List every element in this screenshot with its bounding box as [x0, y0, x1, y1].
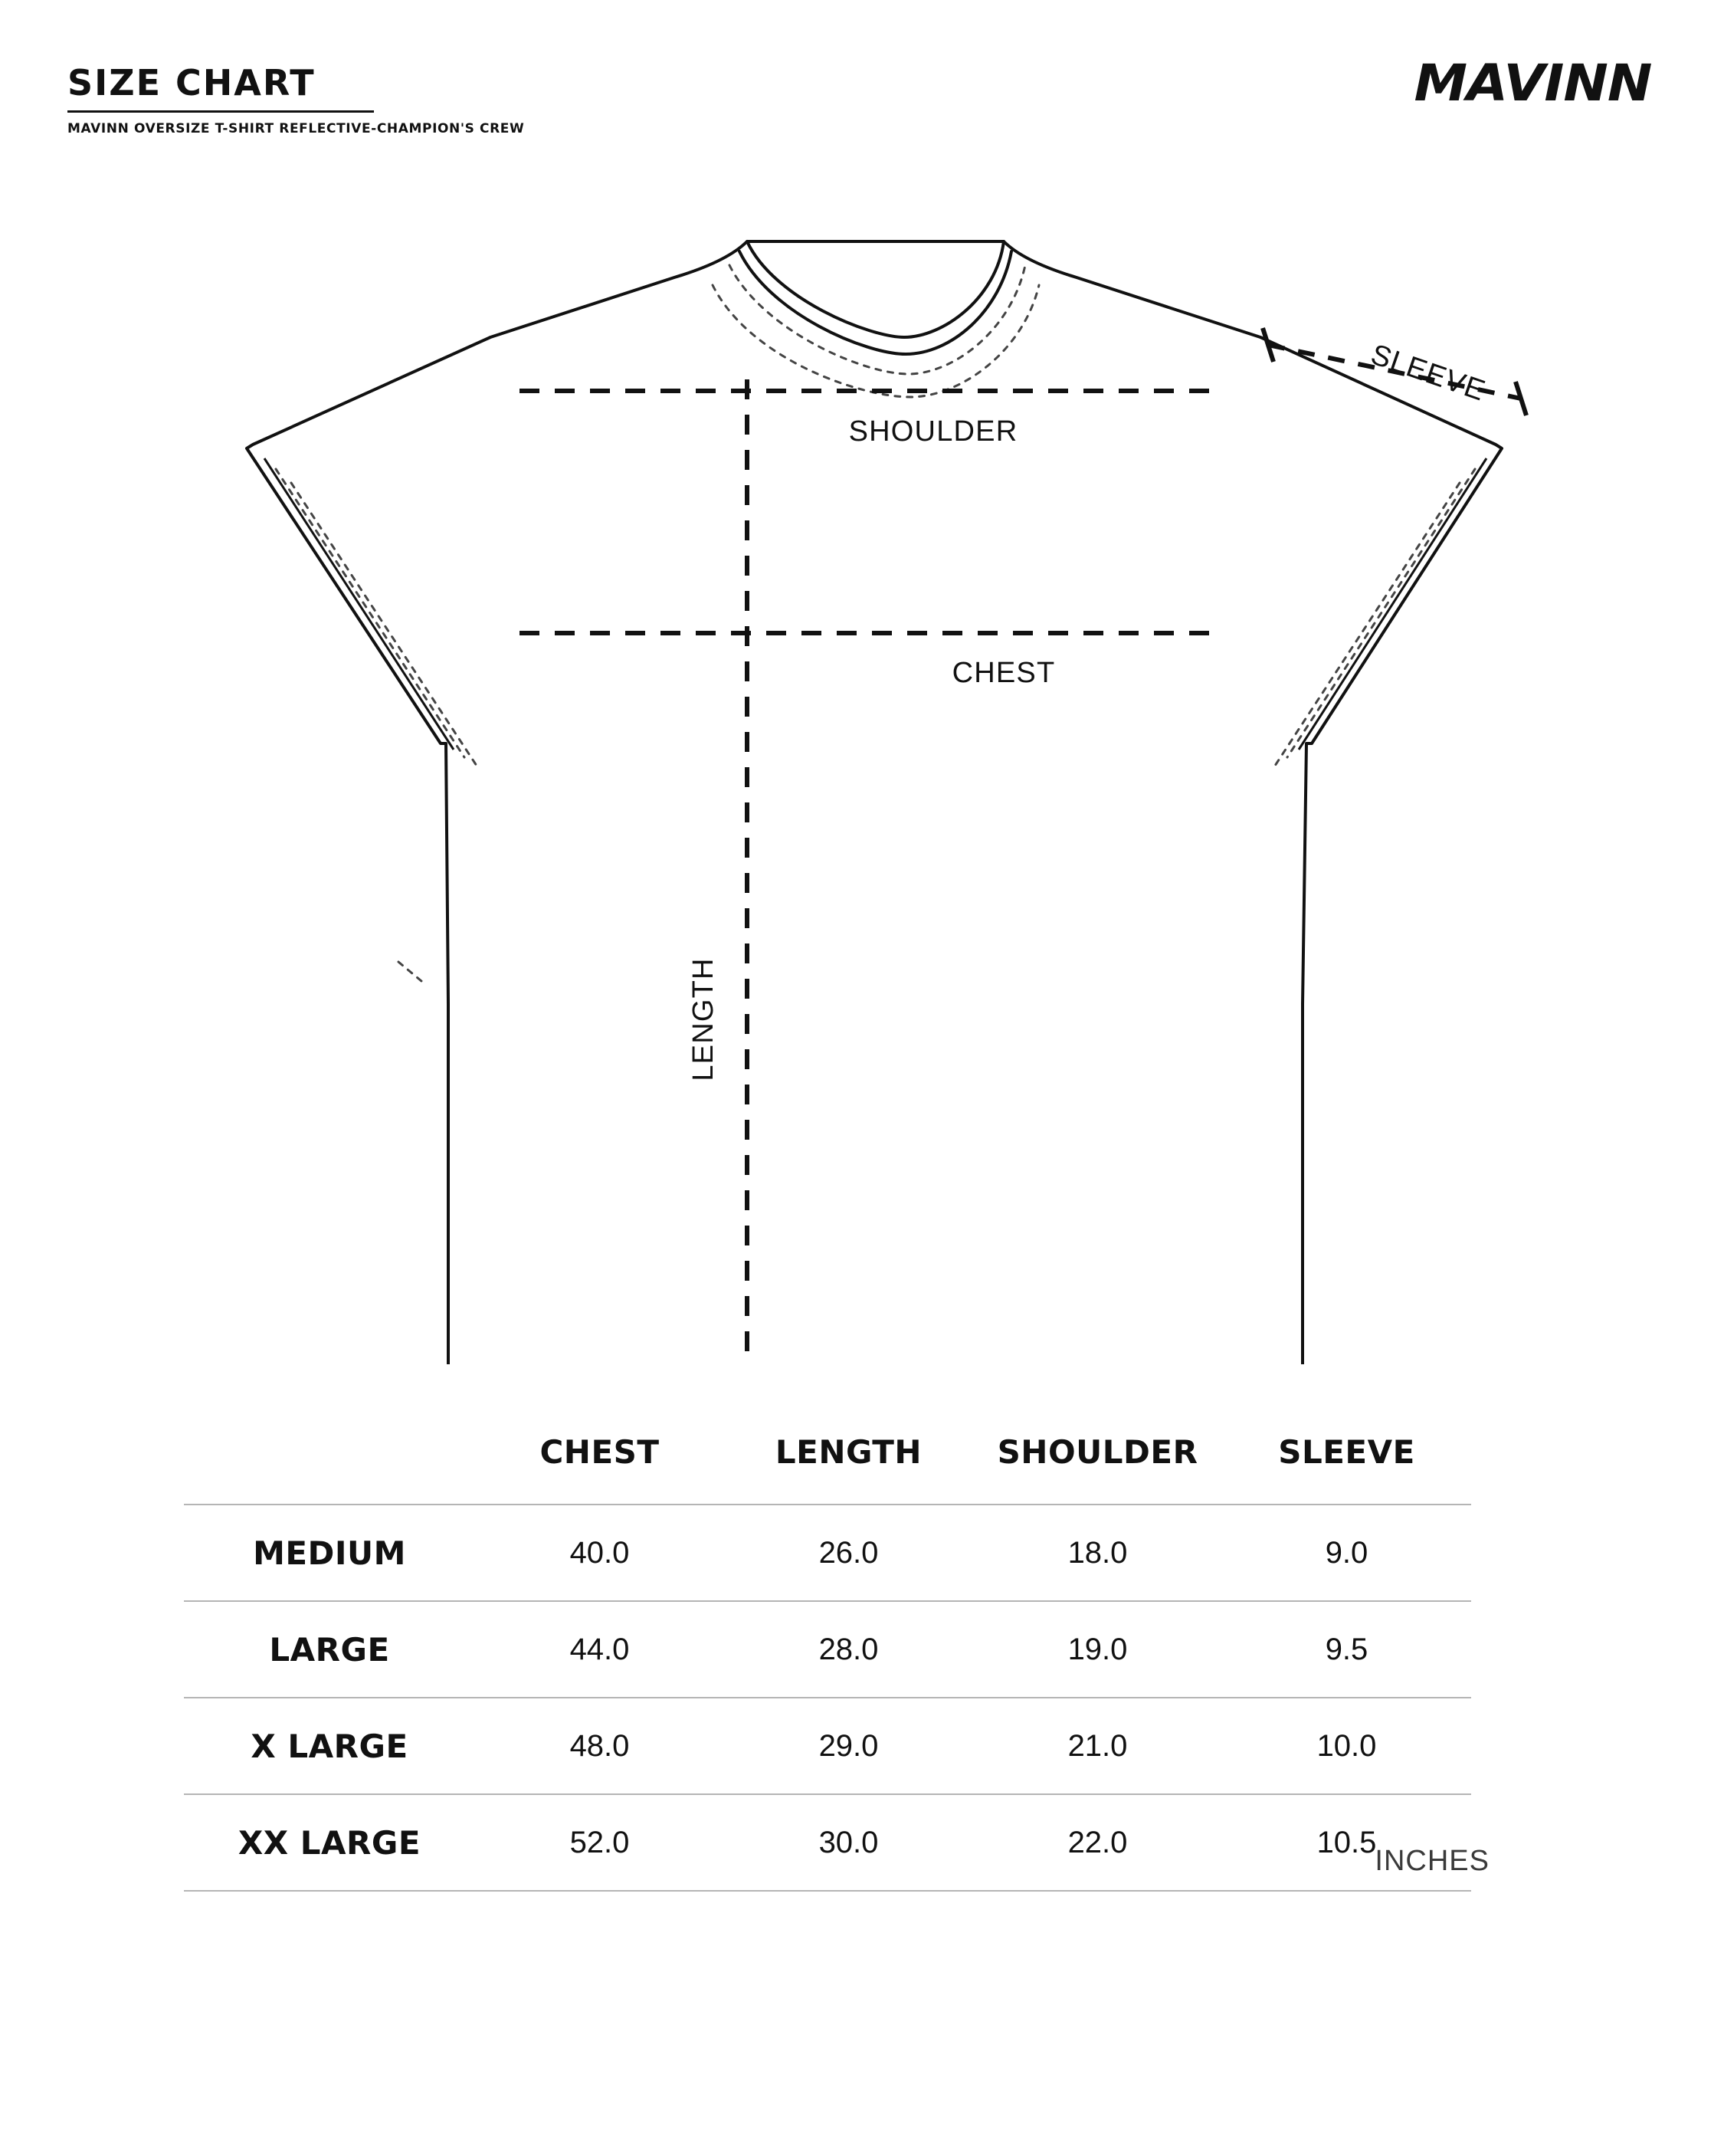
brand-logo: MAVINN: [1414, 54, 1651, 113]
row-label-xlarge: X LARGE: [251, 1727, 408, 1765]
cell-xxlarge-length: 30.0: [818, 1825, 879, 1859]
label-length: LENGTH: [687, 957, 719, 1081]
label-sleeve: SLEEVE: [1366, 338, 1490, 408]
cell-xlarge-chest: 48.0: [569, 1728, 630, 1763]
col-header-shoulder: SHOULDER: [997, 1432, 1198, 1471]
cell-xxlarge-chest: 52.0: [569, 1825, 630, 1859]
cell-large-chest: 44.0: [569, 1632, 630, 1666]
size-table: [184, 1410, 1471, 1892]
cell-large-sleeve: 9.5: [1325, 1632, 1368, 1666]
cell-xlarge-length: 29.0: [818, 1728, 879, 1763]
page-title: SIZE CHART: [67, 62, 316, 103]
label-chest: CHEST: [952, 657, 1056, 689]
row-label-medium: MEDIUM: [253, 1534, 406, 1572]
col-header-chest: CHEST: [539, 1432, 660, 1471]
row-label-xxlarge: XX LARGE: [238, 1823, 421, 1862]
col-header-sleeve: SLEEVE: [1278, 1432, 1415, 1471]
cell-xxlarge-sleeve: 10.5: [1316, 1825, 1377, 1859]
size-table-body: [184, 1505, 1471, 1891]
cell-xlarge-sleeve: 10.0: [1316, 1728, 1377, 1763]
col-header-size: [184, 1410, 475, 1505]
cell-medium-sleeve: 9.0: [1325, 1535, 1368, 1570]
units-note: INCHES: [1375, 1845, 1490, 1877]
title-underline: [67, 110, 374, 113]
product-subtitle: MAVINN OVERSIZE T-SHIRT REFLECTIVE-CHAMPION'S CREW: [67, 121, 525, 136]
cell-large-shoulder: 19.0: [1067, 1632, 1128, 1666]
table-row: [184, 1794, 1471, 1891]
cell-medium-length: 26.0: [818, 1535, 879, 1570]
cell-xxlarge-shoulder: 22.0: [1067, 1825, 1128, 1859]
table-row: [184, 1505, 1471, 1601]
size-table-container: [184, 1410, 1490, 1892]
table-row: [184, 1601, 1471, 1698]
cell-medium-shoulder: 18.0: [1067, 1535, 1128, 1570]
cell-medium-chest: 40.0: [569, 1535, 630, 1570]
row-label-large: LARGE: [269, 1630, 390, 1669]
tshirt-diagram: [0, 215, 1724, 1364]
table-header-row: [184, 1410, 1471, 1505]
cell-xlarge-shoulder: 21.0: [1067, 1728, 1128, 1763]
table-row: [184, 1698, 1471, 1794]
label-shoulder: SHOULDER: [848, 415, 1018, 448]
size-table-head: [184, 1410, 1471, 1505]
cell-large-length: 28.0: [818, 1632, 879, 1666]
col-header-length: LENGTH: [775, 1432, 923, 1471]
